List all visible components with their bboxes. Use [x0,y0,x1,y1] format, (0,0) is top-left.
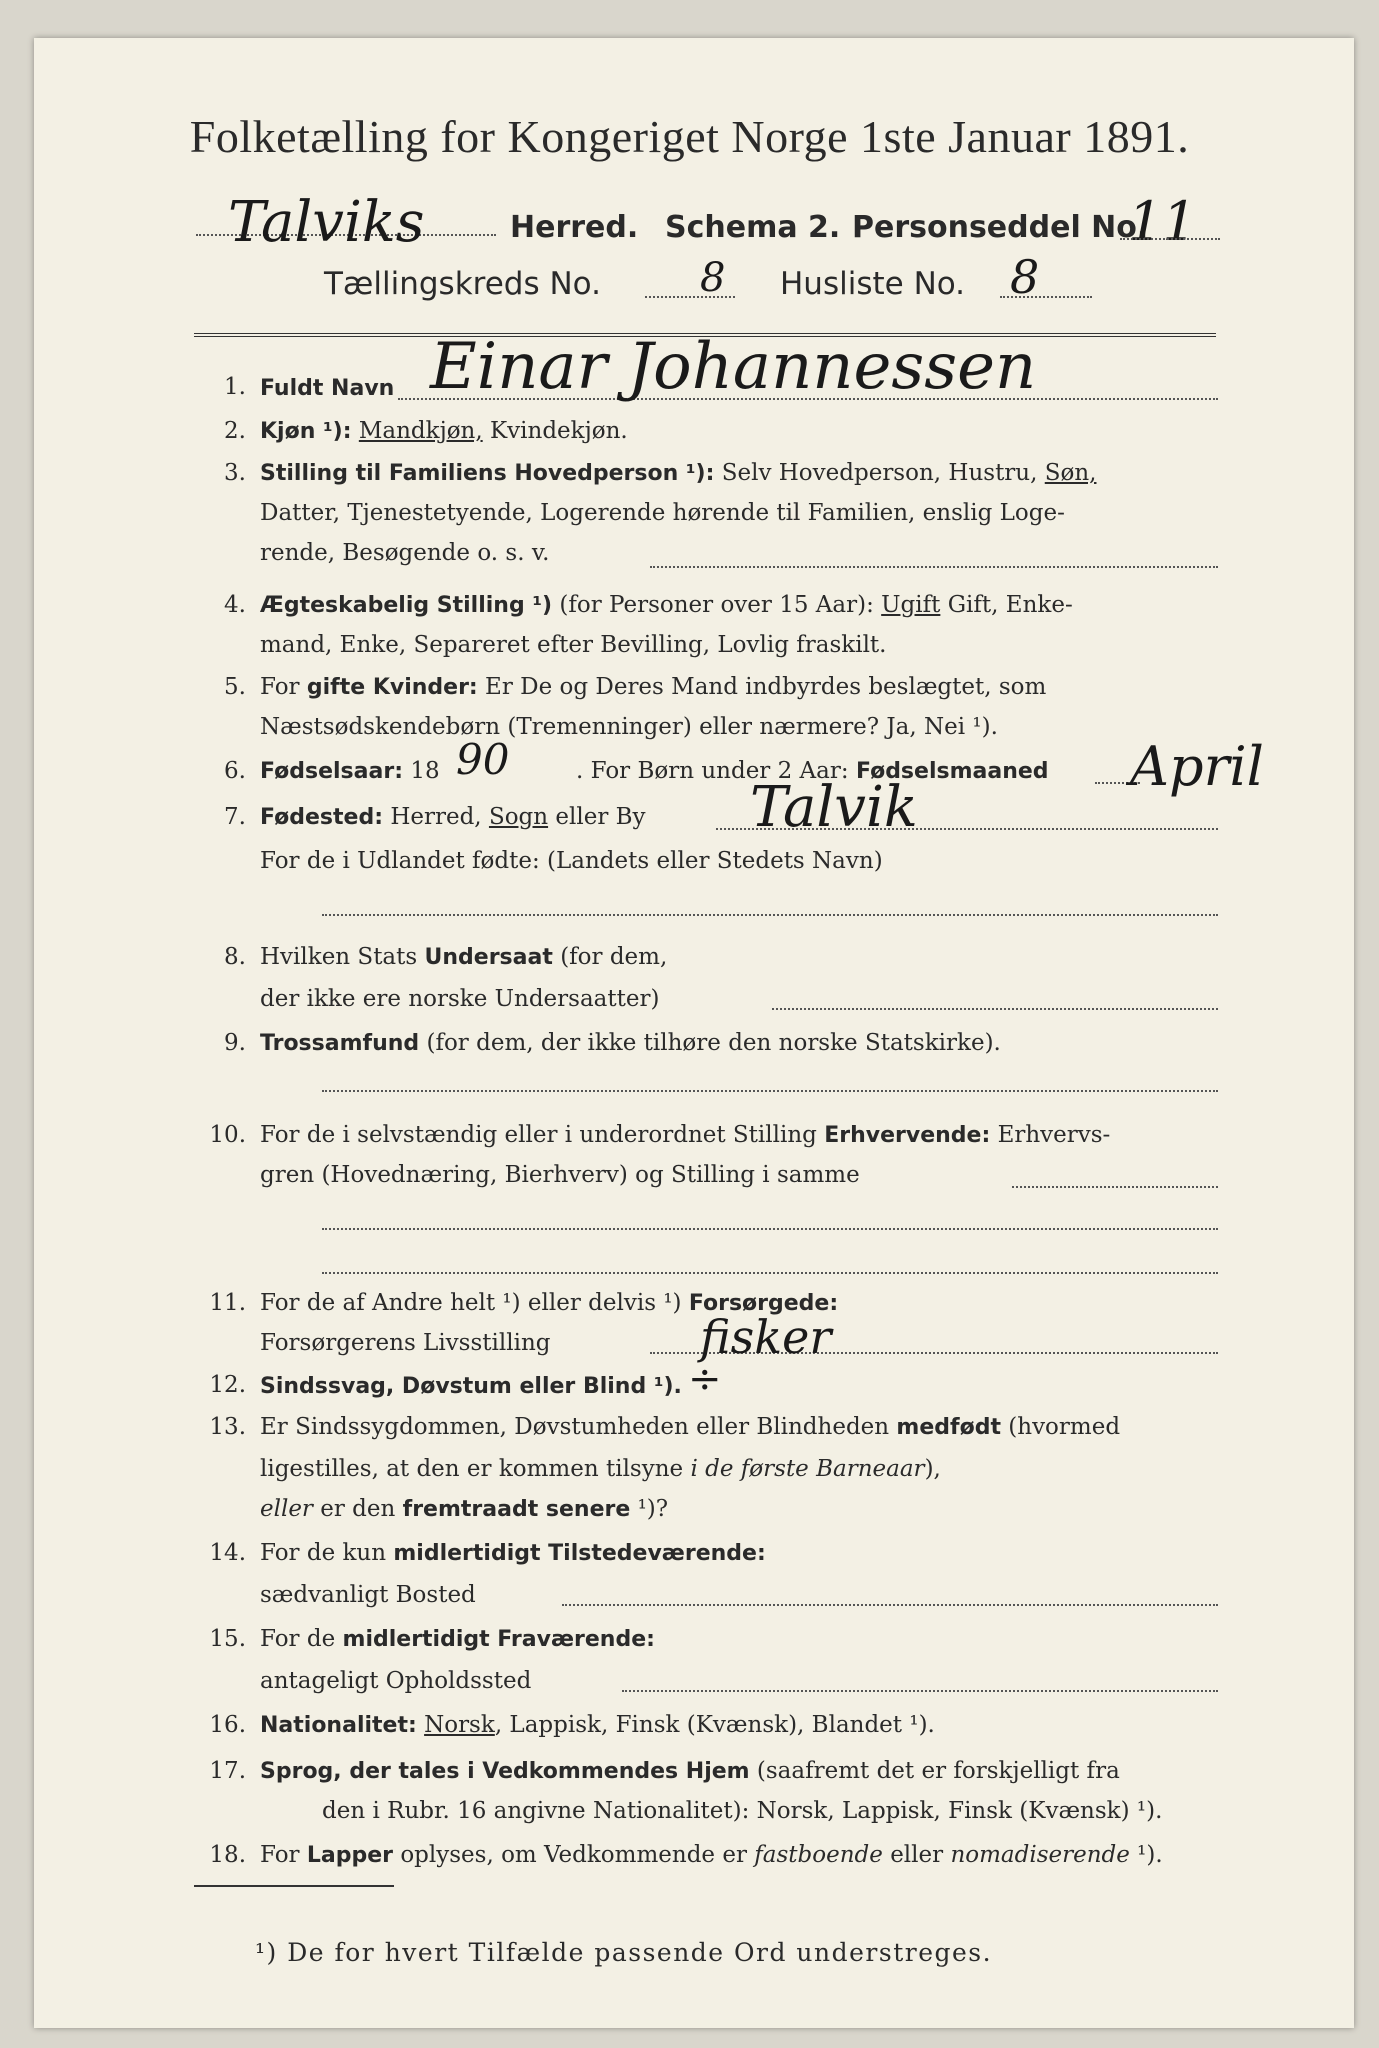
medfodt-line1 [260,1414,1120,1440]
item-number: 18. [209,1842,246,1868]
medfodt-line3-italic: eller [260,1496,313,1522]
sprog-label: Sprog, der tales i Vedkommendes Hjem [260,1759,750,1784]
fodselsmaaned-label: Fødselsmaaned [855,759,1049,784]
lapper-option-nomadiserende: nomadiserende [950,1842,1130,1868]
aegteskab-text: (for Personer over 15 Aar): [559,592,874,618]
kjon-option-kvindekjon: Kvindekjøn. [489,418,628,444]
item-number: 9. [224,1030,246,1056]
item-number: 5. [224,674,246,700]
item-number: 4. [224,592,246,618]
form-title: Folketælling for Kongeriget Norge 1ste Januar 1891. [189,111,1190,162]
medfodt-line2-text: ligestilles, at den er kommen tilsyne [260,1456,684,1482]
item-number: 15. [209,1626,246,1652]
undersaat-dots [772,1008,1218,1010]
undersaat-line1 [260,944,667,970]
aegteskab-label: Ægteskabelig Stilling ¹) [260,593,553,618]
gifte-line1 [260,674,1046,700]
erhverv-pre: For de i selvstændig eller i underordnet Stilling [260,1122,817,1148]
medfodt-label: medfødt [896,1415,1001,1440]
item-number: 3. [224,460,246,486]
item-number: 2. [224,418,246,444]
personseddel-number: 11 [1128,190,1197,253]
erhverv-label: Erhvervende: [824,1123,991,1148]
tilstede-dots [562,1604,1218,1606]
medfodt-line3-bold: fremtraadt senere [402,1497,631,1522]
undersaat-label: Undersaat [424,945,553,970]
taellingskreds-number: 8 [700,255,726,301]
kjon-option-mandkjon: Mandkjøn, [358,418,483,444]
forsorgede-handwritten: fisker [700,1310,832,1364]
erhverv-line2: gren (Hovednæring, Bierhverv) og Stilling i samme [260,1162,860,1188]
husliste-dots [1000,296,1092,298]
item-number: 7. [224,804,246,830]
fravaerende-dots [622,1690,1218,1692]
item-number: 8. [224,944,246,970]
tilstede-pre: For de kun [260,1540,387,1566]
fravaerende-label: midlertidigt Fraværende: [342,1627,655,1652]
lapper-end: ¹). [1129,1842,1163,1868]
item-number: 17. [209,1758,246,1784]
kjon-line [260,418,628,444]
medfodt-line2-italic: i de første Barneaar [690,1456,925,1482]
undersaat-line2: der ikke ere norske Undersaatter) [260,986,660,1012]
stilling-option-son: Søn, [1044,460,1097,486]
medfodt-line2 [260,1456,941,1482]
gifte-line2: Næstsødskendebørn (Tremenninger) eller nærmere? Ja, Nei ¹). [260,714,998,740]
medfodt-post: (hvormed [1008,1414,1121,1440]
stilling-options-1: Selv Hovedperson, Hustru, [721,460,1038,486]
fuldt-navn-handwritten: Einar Johannessen [430,330,1037,404]
tilstede-line1 [260,1540,766,1566]
stilling-line2: Datter, Tjenestetyende, Logerende hørende til Familien, enslig Loge- [260,500,1065,526]
lapper-line [260,1842,1163,1868]
gifte-pre: For [260,674,307,700]
medfodt-pre: Er Sindssygdommen, Døvstumheden eller Blindheden [260,1414,890,1440]
husliste-number: 8 [1010,250,1040,304]
trossamfund-line [260,1030,1001,1056]
lapper-mid: oplyses, om Vedkommende er [400,1842,747,1868]
gifte-text: Er De og Deres Mand indbyrdes beslægtet, som [485,674,1047,700]
herred-label: Herred. [510,210,639,245]
sprog-line1 [260,1758,1120,1784]
fodselsaar-prefix: 18 [410,758,440,784]
fravaerende-pre: For de [260,1626,336,1652]
item-number: 13. [209,1414,246,1440]
forsorgede-label: Forsørgede: [688,1291,839,1316]
personseddel-label: Personseddel No. [852,210,1149,245]
forsorgede-pre: For de af Andre helt ¹) eller delvis ¹) [260,1290,682,1316]
nationalitet-label: Nationalitet: [260,1713,417,1738]
aegteskab-option-ugift: Ugift [881,592,941,618]
fodselsmaaned-text: . For Børn under 2 Aar: [576,758,849,784]
udland-dots [322,914,1218,916]
sprog-post: (saafremt det er forskjelligt fra [756,1758,1120,1784]
aegteskab-line1 [260,592,1073,618]
fravaerende-line1 [260,1626,655,1652]
taellingskreds-label: Tællingskreds No. [324,266,601,302]
item-number: 1. [224,374,246,400]
item-number: 10. [209,1122,246,1148]
fodested-option-sogn: Sogn [488,804,549,830]
lapper-or: eller [890,1842,944,1868]
footnote-rule [194,1885,394,1887]
sprog-line2: den i Rubr. 16 angivne Nationalitet): Norsk, Lappisk, Finsk (Kvænsk) ¹). [322,1798,1163,1824]
taellingskreds-dots [645,296,735,298]
aegteskab-options: Gift, Enke- [947,592,1073,618]
stilling-line3: rende, Besøgende o. s. v. [260,540,550,566]
erhverv-post: Erhvervs- [997,1122,1111,1148]
lapper-option-fastboende: fastboende [754,1842,883,1868]
herred-handwritten: Talviks [228,190,425,255]
trossamfund-label: Trossamfund [260,1031,420,1056]
nationalitet-options: , Lappisk, Finsk (Kvænsk), Blandet ¹). [494,1712,935,1738]
stilling-line1 [260,460,1096,486]
fodested-line [260,804,646,830]
erhverv-dots2 [322,1228,1218,1230]
undersaat-pre: Hvilken Stats [260,944,418,970]
fodested-options: eller By [555,804,646,830]
item-number: 11. [209,1290,246,1316]
erhverv-dots1 [1012,1186,1218,1188]
item-number: 12. [209,1372,246,1398]
item-number: 14. [209,1540,246,1566]
forsorgede-line2: Forsørgerens Livsstilling [260,1330,551,1356]
fodselsaar-handwritten: 90 [456,735,510,784]
medfodt-line2-end: ), [924,1456,941,1482]
fravaerende-line2: antageligt Opholdssted [260,1668,532,1694]
undersaat-text: (for dem, [560,944,668,970]
fodested-handwritten: Talvik [750,775,918,840]
fodselsmaaned-handwritten: April [1130,735,1264,798]
fodested-line2: For de i Udlandet fødte: (Landets eller Stedets Navn) [260,848,883,874]
nationalitet-option-norsk: Norsk [424,1712,495,1738]
lapper-label: Lapper [306,1843,393,1868]
footnote: ¹) De for hvert Tilfælde passende Ord understreges. [255,1938,993,1967]
trossamfund-text: (for dem, der ikke tilhøre den norske Statskirke). [426,1030,1001,1056]
gifte-label: gifte Kvinder: [306,675,478,700]
aegteskab-line2: mand, Enke, Separeret efter Bevilling, Lovlig fraskilt. [260,632,887,658]
trossamfund-dots [322,1090,1218,1092]
tilstede-line2: sædvanligt Bosted [260,1582,476,1608]
erhverv-line1 [260,1122,1110,1148]
nationalitet-line [260,1712,935,1738]
kjon-label: Kjøn ¹): [260,419,352,444]
fuldt-navn-label: Fuldt Navn [260,376,395,401]
lapper-pre: For [260,1842,300,1868]
tilstede-label: midlertidigt Tilstedeværende: [393,1541,766,1566]
personseddel-dots [1120,238,1220,240]
schema-label: Schema 2. [665,210,841,245]
item-number: 16. [209,1712,246,1738]
medfodt-line3-text: er den [320,1496,396,1522]
husliste-label: Husliste No. [780,266,966,302]
sindssvag-handwritten: ÷ [688,1356,722,1402]
item-number: 6. [224,758,246,784]
medfodt-line3-end: ¹)? [630,1496,669,1522]
stilling-dots [650,566,1218,568]
fodselsaar-line [260,758,440,784]
erhverv-dots3 [322,1272,1218,1274]
stilling-label: Stilling til Familiens Hovedperson ¹): [260,461,715,486]
medfodt-line3 [260,1496,668,1522]
fodested-label: Fødested: [260,805,383,830]
sindssvag-label: Sindssvag, Døvstum eller Blind ¹). [260,1374,682,1399]
fodselsaar-label: Fødselsaar: [260,759,403,784]
fodested-option-herred: Herred, [390,804,482,830]
